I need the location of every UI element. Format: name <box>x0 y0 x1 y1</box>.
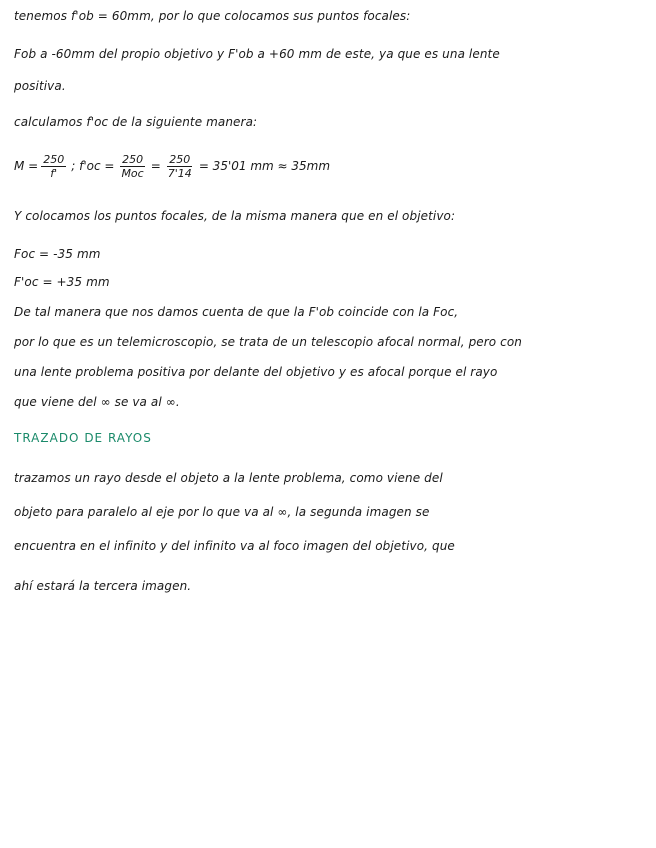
line-14: encuentra en el infinito y del infinito va al foco imagen del objetivo, que <box>14 539 455 553</box>
line-10: una lente problema positiva por delante del objetivo y es afocal porque el rayo <box>14 365 498 379</box>
line-1: tenemos f'ob = 60mm, por lo que colocamos sus puntos focales: <box>14 9 411 23</box>
line-6: Foc = -35 mm <box>14 247 101 261</box>
line-2: Fob a -60mm del propio objetivo y F'ob a +60 mm de este, ya que es una lente <box>14 47 500 61</box>
line-15: ahí estará la tercera imagen. <box>14 579 192 593</box>
fraction-2-denominator: Moc <box>121 166 144 180</box>
fraction-2-numerator: 250 <box>122 152 144 166</box>
fraction-1 <box>41 153 66 180</box>
formula-equals: = <box>150 159 161 173</box>
line-13: objeto para paralelo al eje por lo que va al ∞, la segunda imagen se <box>14 505 430 519</box>
section-heading: TRAZADO DE RAYOS <box>14 431 152 445</box>
fraction-2 <box>119 153 145 180</box>
line-3: positiva. <box>14 79 66 93</box>
line-11: que viene del ∞ se va al ∞. <box>14 395 180 409</box>
fraction-1-numerator: 250 <box>43 152 65 166</box>
line-8: De tal manera que nos damos cuenta de que la F'ob coincide con la Foc, <box>14 305 459 319</box>
fraction-3-numerator: 250 <box>169 152 191 166</box>
fraction-1-denominator: f' <box>50 166 58 180</box>
line-12: trazamos un rayo desde el objeto a la lente problema, como viene del <box>14 471 443 485</box>
fraction-3-denominator: 7'14 <box>167 166 192 180</box>
formula-separator: ; f'oc = <box>71 159 115 173</box>
line-9: por lo que es un telemicroscopio, se trata de un telescopio afocal normal, pero con <box>14 335 523 349</box>
formula-m-label: M = <box>14 159 39 173</box>
line-5: Y colocamos los puntos focales, de la misma manera que en el objetivo: <box>14 209 456 223</box>
fraction-3 <box>166 153 194 180</box>
line-4: calculamos f'oc de la siguiente manera: <box>14 115 258 129</box>
magnification-formula <box>14 146 332 186</box>
line-7: F'oc = +35 mm <box>14 275 110 289</box>
formula-result: = 35'01 mm ≈ 35mm <box>198 159 331 173</box>
